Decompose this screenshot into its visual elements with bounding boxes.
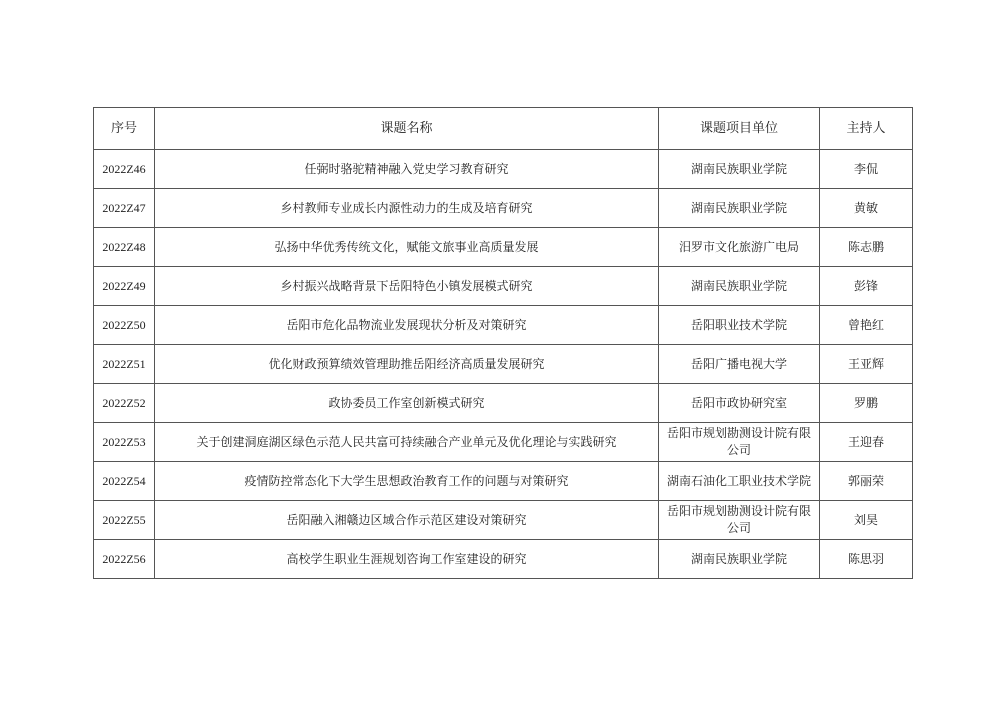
host-cell: 罗鹏	[820, 384, 913, 423]
project-title-cell: 乡村教师专业成长内源性动力的生成及培育研究	[155, 189, 659, 228]
table-row	[94, 228, 913, 267]
host-cell: 陈志鹏	[820, 228, 913, 267]
project-title-cell: 高校学生职业生涯规划咨询工作室建设的研究	[155, 540, 659, 579]
header-serial-number: 序号	[94, 108, 155, 150]
serial-number-cell: 2022Z52	[94, 384, 155, 423]
project-title-cell: 优化财政预算绩效管理助推岳阳经济高质量发展研究	[155, 345, 659, 384]
header-project-unit: 课题项目单位	[659, 108, 820, 150]
header-project-title: 课题名称	[155, 108, 659, 150]
project-title-cell: 关于创建洞庭湖区绿色示范人民共富可持续融合产业单元及优化理论与实践研究	[155, 423, 659, 462]
project-unit-cell: 湖南民族职业学院	[659, 150, 820, 189]
project-unit-cell: 湖南民族职业学院	[659, 189, 820, 228]
host-cell: 李侃	[820, 150, 913, 189]
serial-number-cell: 2022Z50	[94, 306, 155, 345]
serial-number-cell: 2022Z53	[94, 423, 155, 462]
project-title-cell: 任弼时骆驼精神融入党史学习教育研究	[155, 150, 659, 189]
project-unit-cell: 岳阳市规划勘测设计院有限公司	[659, 423, 820, 462]
serial-number-cell: 2022Z51	[94, 345, 155, 384]
serial-number-cell: 2022Z49	[94, 267, 155, 306]
host-cell: 黄敏	[820, 189, 913, 228]
project-unit-cell: 湖南民族职业学院	[659, 540, 820, 579]
project-table	[93, 107, 913, 579]
host-cell: 郭丽荣	[820, 462, 913, 501]
project-unit-cell: 湖南民族职业学院	[659, 267, 820, 306]
project-title-cell: 疫情防控常态化下大学生思想政治教育工作的问题与对策研究	[155, 462, 659, 501]
project-title-cell: 岳阳融入湘赣边区域合作示范区建设对策研究	[155, 501, 659, 540]
table-row	[94, 345, 913, 384]
host-cell: 刘昊	[820, 501, 913, 540]
serial-number-cell: 2022Z56	[94, 540, 155, 579]
project-unit-cell: 岳阳职业技术学院	[659, 306, 820, 345]
table-row	[94, 384, 913, 423]
project-unit-cell: 岳阳市规划勘测设计院有限公司	[659, 501, 820, 540]
table-row	[94, 306, 913, 345]
project-title-cell: 岳阳市危化品物流业发展现状分析及对策研究	[155, 306, 659, 345]
project-unit-cell: 汨罗市文化旅游广电局	[659, 228, 820, 267]
serial-number-cell: 2022Z46	[94, 150, 155, 189]
serial-number-cell: 2022Z48	[94, 228, 155, 267]
table-header-row	[94, 108, 913, 150]
project-title-cell: 政协委员工作室创新模式研究	[155, 384, 659, 423]
table-row	[94, 462, 913, 501]
host-cell: 陈思羽	[820, 540, 913, 579]
project-unit-cell: 湖南石油化工职业技术学院	[659, 462, 820, 501]
host-cell: 彭锋	[820, 267, 913, 306]
table-row	[94, 540, 913, 579]
serial-number-cell: 2022Z55	[94, 501, 155, 540]
serial-number-cell: 2022Z54	[94, 462, 155, 501]
header-host: 主持人	[820, 108, 913, 150]
table-row	[94, 423, 913, 462]
table-row	[94, 189, 913, 228]
host-cell: 王亚辉	[820, 345, 913, 384]
serial-number-cell: 2022Z47	[94, 189, 155, 228]
project-title-cell: 弘扬中华优秀传统文化，赋能文旅事业高质量发展	[155, 228, 659, 267]
host-cell: 曾艳红	[820, 306, 913, 345]
table-row	[94, 150, 913, 189]
project-unit-cell: 岳阳广播电视大学	[659, 345, 820, 384]
table-row	[94, 267, 913, 306]
project-title-cell: 乡村振兴战略背景下岳阳特色小镇发展模式研究	[155, 267, 659, 306]
project-unit-cell: 岳阳市政协研究室	[659, 384, 820, 423]
host-cell: 王迎春	[820, 423, 913, 462]
table-row	[94, 501, 913, 540]
